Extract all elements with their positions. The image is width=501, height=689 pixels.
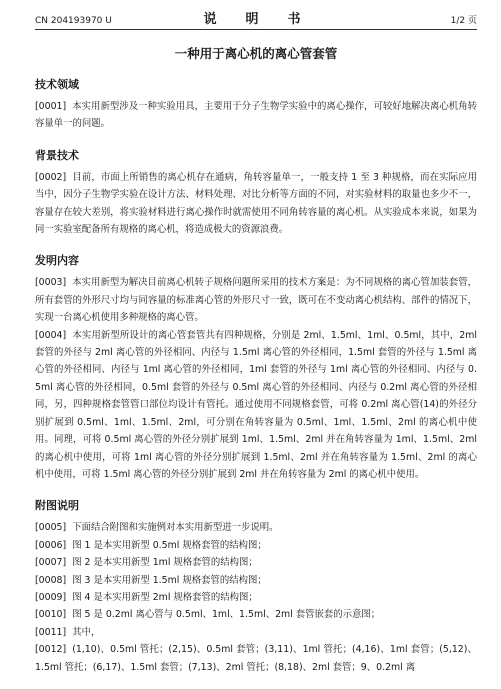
paragraph-text: 下面结合附图和实施例对本实用新型进一步说明。 — [72, 522, 279, 534]
paragraph-number: [0001] — [35, 101, 67, 112]
paragraph-0009 — [35, 589, 477, 606]
document-body — [35, 78, 477, 676]
section-heading-drawings: 附图说明 — [35, 499, 79, 513]
section-heading-summary: 发明内容 — [35, 254, 79, 268]
paragraph-0001 — [35, 98, 477, 133]
paragraph-number: [0005] — [35, 522, 67, 534]
paragraph-text: 本实用新型所设计的离心管套管共有四种规格，分别是 2ml、1.5ml、1ml、0.5ml，其中，2ml 套管的外径与 2ml 离心管的外径相同、内径与 1.5ml 离心管的外径相同，1.5ml 套管的外径与 1.5ml 离心管的外径相同、内径与 1ml 离心管的外径相同，1ml 套管的外径与 1ml 离心管的外径相同、内径与 0.5ml 离心管的外径相同，0.5ml 套管的外径与 0.5ml 离心管的外径相同、内径与 0.2ml 离心管的外径相同，另，四种规格套管管口部位均设计有管托。通过使用不同规格套管，可将 0.2ml 离心管(14)的外径分别扩展到 0.5ml、1ml、1.5ml、2ml，可分别在角转容量为 0.5ml、1ml、1.5ml、2ml 的离心机中使用。同理，可将 0.5ml 离心管的外径分别扩展到 1ml、1.5ml、2ml 并在角转容量为 1ml、1.5ml、2ml 的离心机中使用，可将 1ml 离心管的外径分别扩展到 1.5ml、2ml 并在角转容量为 1.5ml、2ml 的离心机中使用，可将 1.5ml 离心管的外径分别扩展到 2ml 并在角转容量为 2ml 的离心机中使用。 — [35, 329, 477, 480]
paragraph-0010 — [35, 606, 477, 623]
paragraph-number: [0002] — [35, 171, 67, 183]
paragraph-text: 图 1 是本实用新型 0.5ml 规格套管的结构图； — [72, 539, 267, 551]
paragraph-number: [0003] — [35, 277, 67, 289]
paragraph-0005 — [35, 519, 477, 536]
paragraph-0006 — [35, 537, 477, 554]
section-heading-technical-field: 技术领域 — [35, 78, 79, 91]
paragraph-number: [0011] — [35, 626, 67, 638]
paragraph-0003 — [35, 274, 477, 326]
paragraph-text: (1,10)、0.5ml 管托；(2,15)、0.5ml 套管；(3,11)、1ml 管托；(4,16)、1ml 套管；(5,12)、1.5ml 管托；(6,17)、1.5ml 套管；(7,13)、2ml 管托；(8,18)、2ml 套管；9、0.2ml 离 — [35, 644, 477, 673]
paragraph-number: [0004] — [35, 329, 67, 341]
page-indicator: 1/2 页 — [450, 16, 477, 26]
paragraph-text: 图 4 是本实用新型 2ml 规格套管的结构图； — [72, 591, 258, 603]
paragraph-0002 — [35, 169, 477, 239]
paragraph-number: [0006] — [35, 539, 67, 551]
paragraph-0004 — [35, 327, 477, 484]
paragraph-text: 其中， — [72, 626, 101, 638]
paragraph-text: 目前，市面上所销售的离心机存在通病，角转容量单一，一般支持 1 至 3 种规格，而在实际应用当中，因分子生物学实验在设计方法、材料处理、对比分析等方面的不同，对实验材料的取量也多少不一，容量存在较大差别，将实验材料进行离心操作时就需使用不同角转容量的离心机。从实验成本来说，如果为同一实验室配备所有规格的离心机，将造成极大的资源浪费。 — [35, 171, 477, 236]
paragraph-text: 本实用新型涉及一种实验用具，主要用于分子生物学实验中的离心操作，可较好地解决离心机角转容量单一的问题。 — [35, 101, 477, 130]
paragraph-0011 — [35, 624, 477, 641]
paragraph-number: [0010] — [35, 609, 67, 621]
paragraph-text: 图 3 是本实用新型 1.5ml 规格套管的结构图； — [72, 574, 267, 586]
document-title: 一种用于离心机的离心管套管 — [174, 46, 338, 61]
paragraph-text: 图 5 是 0.2ml 离心管与 0.5ml、1ml、1.5ml、2ml 套管嵌套的示意图； — [72, 609, 381, 621]
paragraph-text: 图 2 是本实用新型 1ml 规格套管的结构图； — [72, 557, 258, 569]
paragraph-text: 本实用新型为解决目前离心机转子规格问题所采用的技术方案是：为不同规格的离心管加装套管，所有套管的外形尺寸均与同容量的标准离心管的外形尺寸一致，既可在不变动离心机结构、部件的情况下，实现一台离心机使用多种规格的离心管。 — [35, 277, 477, 324]
paragraph-0012 — [35, 641, 477, 676]
patent-number: CN 204193970 U — [35, 16, 112, 26]
paragraph-number: [0012] — [35, 644, 67, 656]
paragraph-number: [0007] — [35, 557, 67, 569]
paragraph-0008 — [35, 572, 477, 589]
paragraph-0007 — [35, 554, 477, 571]
paragraph-number: [0008] — [35, 574, 67, 586]
page-header — [35, 10, 477, 30]
paragraph-number: [0009] — [35, 591, 67, 603]
section-heading-background: 背景技术 — [35, 148, 79, 162]
document-type-title: 说 明 书 — [203, 12, 309, 27]
